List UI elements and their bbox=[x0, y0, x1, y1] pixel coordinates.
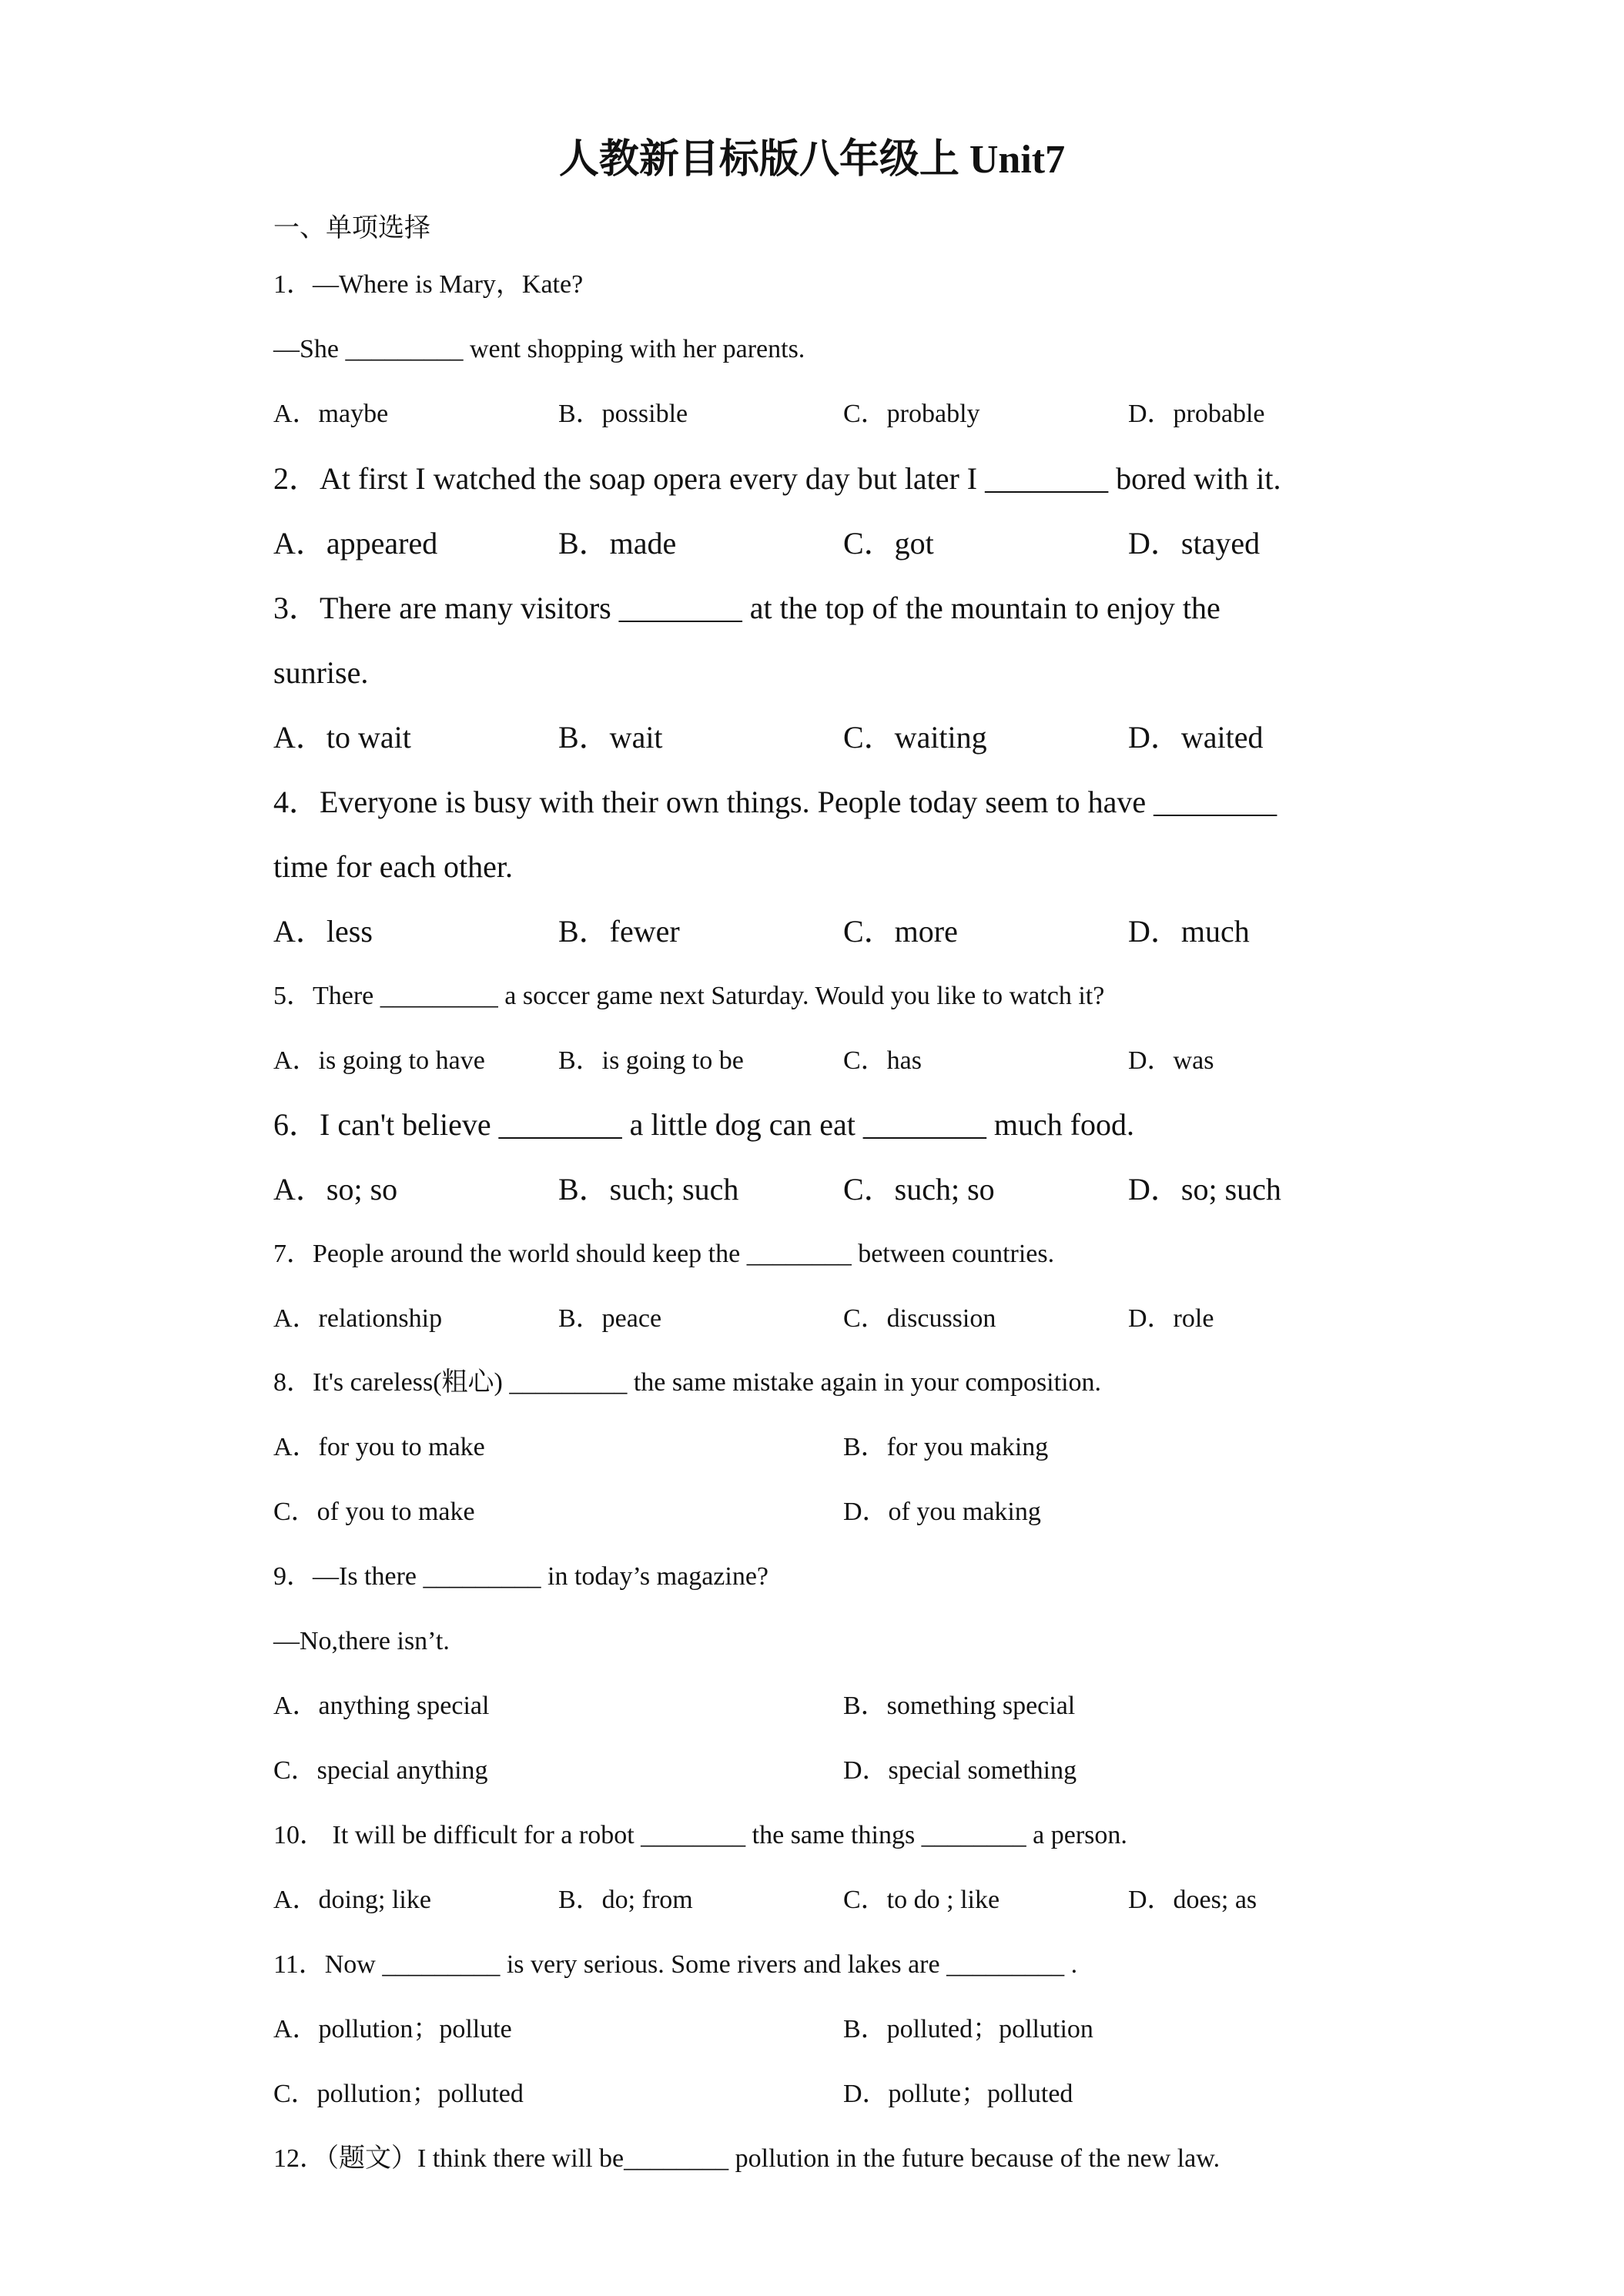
question-3-option-b: B．wait bbox=[558, 720, 663, 755]
page-title: 人教新目标版八年级上 Unit7 bbox=[558, 138, 1066, 182]
question-1-option-c: C．probably bbox=[843, 400, 980, 428]
question-7-stem: 7．People around the world should keep the ________ between countries. bbox=[273, 1240, 1055, 1268]
question-11-option-c: C．pollution；polluted bbox=[273, 2080, 524, 2108]
question-6-option-a: A．so; so bbox=[273, 1172, 398, 1207]
question-4-stem: 4．Everyone is busy with their own things. People today seem to have ________ bbox=[273, 785, 1277, 819]
question-2-option-b: B．made bbox=[558, 526, 677, 561]
question-9-option-d: D．special something bbox=[843, 1756, 1077, 1785]
question-4-option-a: A．less bbox=[273, 914, 373, 949]
question-3-option-c: C．waiting bbox=[843, 720, 987, 755]
question-3-option-d: D．waited bbox=[1128, 720, 1264, 755]
question-12-stem: 12．（题文）I think there will be________ pollution in the future because of the new law. bbox=[273, 2144, 1221, 2173]
question-2-option-a: A．appeared bbox=[273, 526, 438, 561]
question-2-option-c: C．got bbox=[843, 526, 934, 561]
question-11-stem: 11．Now _________ is very serious. Some rivers and lakes are _________ . bbox=[273, 1950, 1078, 1979]
question-10-option-a: A．doing; like bbox=[273, 1886, 431, 1914]
question-4-option-c: C．more bbox=[843, 914, 958, 949]
question-3-stem-line2: sunrise. bbox=[273, 655, 369, 690]
question-2-option-d: D．stayed bbox=[1128, 526, 1261, 561]
question-5-option-c: C．has bbox=[843, 1046, 922, 1075]
question-11-option-a: A．pollution；pollute bbox=[273, 2015, 512, 2043]
question-8-option-c: C．of you to make bbox=[273, 1498, 475, 1526]
question-1-option-b: B．possible bbox=[558, 400, 688, 428]
question-3-stem: 3．There are many visitors ________ at the top of the mountain to enjoy the bbox=[273, 591, 1221, 625]
question-10-stem: 10． It will be difficult for a robot ________ the same things ________ a person. bbox=[273, 1821, 1127, 1849]
question-5-option-a: A．is going to have bbox=[273, 1046, 485, 1075]
question-4-option-b: B．fewer bbox=[558, 914, 680, 949]
question-8-option-d: D．of you making bbox=[843, 1498, 1041, 1526]
question-1-stem-line2: —She _________ went shopping with her parents. bbox=[273, 335, 805, 363]
question-10-option-d: D．does; as bbox=[1128, 1886, 1257, 1914]
question-3-option-a: A．to wait bbox=[273, 720, 411, 755]
question-10-option-c: C．to do ; like bbox=[843, 1886, 1000, 1914]
question-8-stem: 8．It's careless(粗心) _________ the same mistake again in your composition. bbox=[273, 1368, 1102, 1397]
question-10-option-b: B．do; from bbox=[558, 1886, 693, 1914]
question-7-option-a: A．relationship bbox=[273, 1304, 443, 1333]
question-6-stem: 6．I can't believe ________ a little dog can eat ________ much food. bbox=[273, 1107, 1135, 1142]
question-2-stem: 2．At first I watched the soap opera every day but later I ________ bored with it. bbox=[273, 461, 1281, 496]
question-9-option-c: C．special anything bbox=[273, 1756, 488, 1785]
question-11-option-b: B．polluted；pollution bbox=[843, 2015, 1093, 2043]
question-4-option-d: D．much bbox=[1128, 914, 1250, 949]
question-6-option-c: C．such; so bbox=[843, 1172, 995, 1207]
question-6-option-d: D．so; such bbox=[1128, 1172, 1281, 1207]
question-11-option-d: D．pollute；polluted bbox=[843, 2080, 1073, 2108]
question-9-stem-line2: —No,there isn’t. bbox=[273, 1627, 450, 1655]
question-7-option-c: C．discussion bbox=[843, 1304, 996, 1333]
question-6-option-b: B．such; such bbox=[558, 1172, 739, 1207]
question-1-option-d: D．probable bbox=[1128, 400, 1265, 428]
question-5-option-d: D．was bbox=[1128, 1046, 1214, 1075]
section-heading: 一、单项选择 bbox=[273, 214, 430, 243]
question-5-stem: 5．There _________ a soccer game next Saturday. Would you like to watch it? bbox=[273, 982, 1105, 1010]
question-9-option-a: A．anything special bbox=[273, 1692, 490, 1720]
question-8-option-b: B．for you making bbox=[843, 1433, 1049, 1461]
question-7-option-b: B．peace bbox=[558, 1304, 662, 1333]
question-7-option-d: D．role bbox=[1128, 1304, 1214, 1333]
question-8-option-a: A．for you to make bbox=[273, 1433, 485, 1461]
question-9-stem: 9．—Is there _________ in today’s magazine? bbox=[273, 1562, 769, 1591]
question-1-stem: 1．—Where is Mary，Kate? bbox=[273, 270, 584, 299]
question-5-option-b: B．is going to be bbox=[558, 1046, 744, 1075]
question-4-stem-line2: time for each other. bbox=[273, 849, 513, 884]
question-1-option-a: A．maybe bbox=[273, 400, 389, 428]
question-9-option-b: B．something special bbox=[843, 1692, 1076, 1720]
